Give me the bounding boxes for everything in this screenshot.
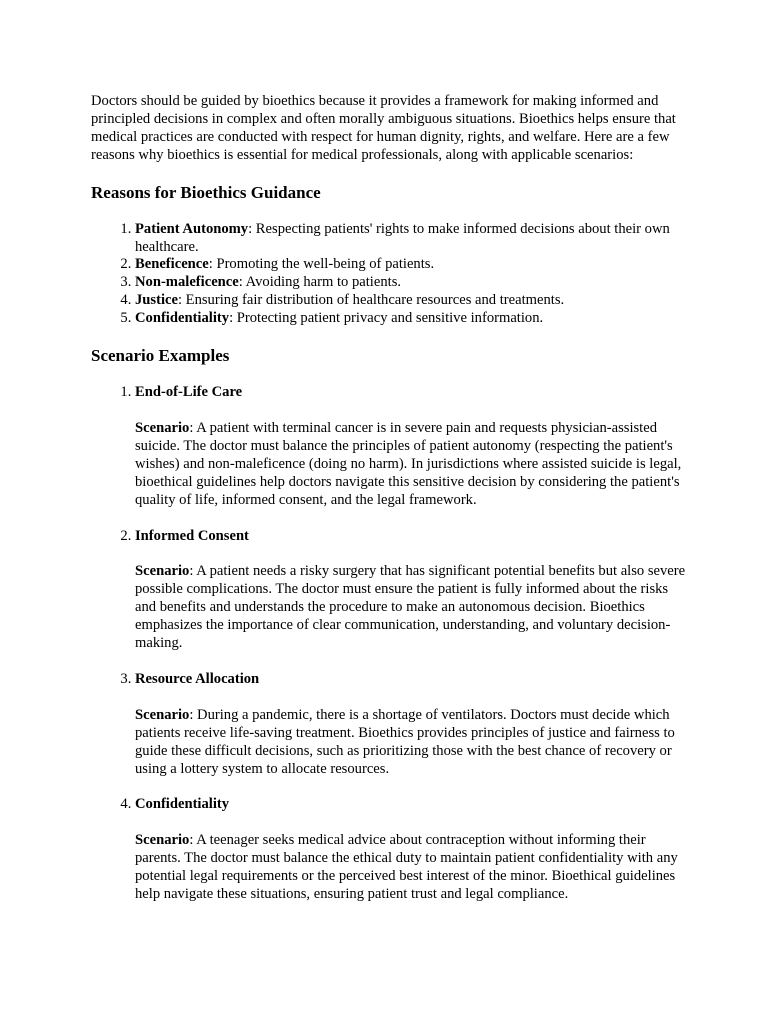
scenario-paragraph <box>135 563 691 653</box>
reason-text: : Protecting patient privacy and sensitive information. <box>229 310 544 327</box>
reason-text: : Promoting the well-being of patients. <box>208 256 435 273</box>
reason-term: Patient Autonomy <box>135 220 249 237</box>
scenario-paragraph <box>135 832 691 904</box>
scenario-item <box>135 671 691 779</box>
reason-text: : Avoiding harm to patients. <box>238 274 402 291</box>
scenario-title: 3. Resource Allocation <box>135 670 260 687</box>
scenario-text: : A patient with terminal cancer is in severe pain and requests physician-assisted suicide. The doctor must balance the principles of patient autonomy (respecting the patient's wishes) and non-maleficence (doing no harm). In jurisdictions where assisted suicide is legal, bioethical guidelines help doctors navigate this sensitive decision by considering the patient's quality of life, informed consent, and the legal framework. <box>135 419 682 508</box>
scenario-text: : A patient needs a risky surgery that has significant potential benefits but also severe possible complications. The doctor must ensure the patient is fully informed about the risks and benefits and understands the procedure to make an autonomous decision. Bioethics emphasizes the importance of clear communication, understanding, and voluntary decision-making. <box>135 563 686 652</box>
document-page <box>91 93 691 904</box>
reason-text: : Respecting patients' rights to make informed decisions about their own healthcare. <box>135 220 670 255</box>
scenario-paragraph <box>135 707 691 779</box>
reason-term: Confidentiality <box>135 310 230 327</box>
intro-paragraph: Doctors should be guided by bioethics because it provides a framework for making informed and principled decisions in complex and often morally ambiguous situations. Bioethics helps ensure that medical practices are conducted with respect for human dignity, rights, and welfare. Here are a few reasons why bioethics is essential for medical professionals, along with applicable scenarios: <box>91 93 676 163</box>
reason-item <box>135 256 691 274</box>
reason-term: Beneficence <box>135 256 209 273</box>
reason-term: Non-maleficence <box>135 274 239 291</box>
reason-text: : Ensuring fair distribution of healthcare resources and treatments. <box>177 292 565 309</box>
scenario-item <box>135 528 691 653</box>
scenario-label: Scenario <box>135 706 190 723</box>
scenario-title: 1. End-of-Life Care <box>135 384 243 401</box>
reason-item <box>135 292 691 310</box>
scenario-item <box>135 384 691 509</box>
reason-term: Justice <box>135 292 178 309</box>
scenario-text: : A teenager seeks medical advice about contraception without informing their parents. The doctor must balance the ethical duty to maintain patient confidentiality with any potential legal requirements or the perceived best interest of the minor. Bioethical guidelines help navigate these situations, ensuring patient trust and legal compliance. <box>135 832 678 903</box>
scenarios-list <box>91 384 691 904</box>
scenario-text: : During a pandemic, there is a shortage of ventilators. Doctors must decide which patients receive life-saving treatment. Bioethics provides principles of justice and fairness to guide these difficult decisions, such as prioritizing those with the best chance of recovery or using a lottery system to allocate resources. <box>135 706 675 777</box>
reasons-list <box>91 221 691 328</box>
scenario-label: Scenario <box>135 563 190 580</box>
scenario-title: 2. Informed Consent <box>135 527 249 544</box>
scenario-title: 4. Confidentiality <box>135 796 230 813</box>
reason-item <box>135 274 691 292</box>
scenario-item <box>135 796 691 904</box>
scenarios-heading: Scenario Examples <box>91 346 230 366</box>
scenario-paragraph <box>135 420 691 510</box>
scenario-label: Scenario <box>135 419 190 436</box>
reasons-heading: Reasons for Bioethics Guidance <box>91 182 321 202</box>
scenario-label: Scenario <box>135 832 190 849</box>
reason-item <box>135 310 691 328</box>
reason-item <box>135 221 691 257</box>
